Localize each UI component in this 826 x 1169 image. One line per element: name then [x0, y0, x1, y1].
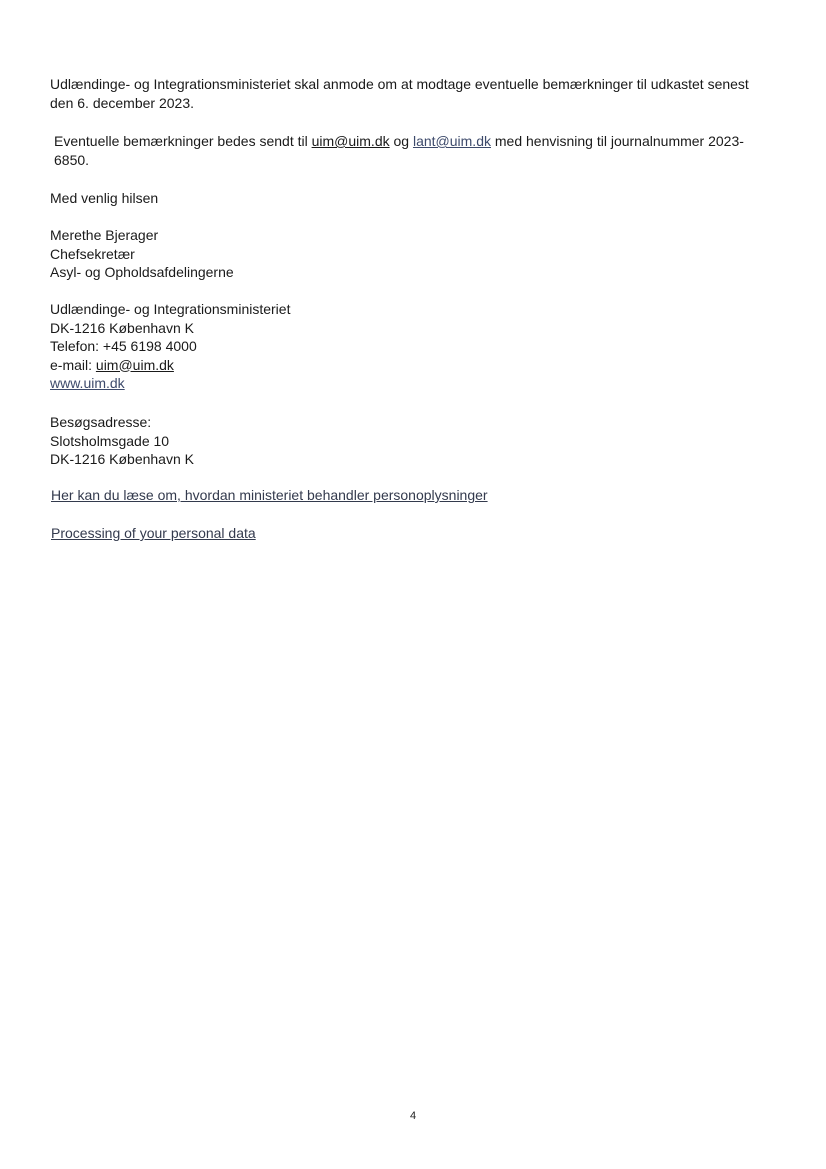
comments-line-1	[54, 132, 774, 151]
contact-email-label: e-mail:	[50, 356, 93, 373]
contact-email-link[interactable]: uim@uim.dk	[95, 356, 174, 373]
comments-suffix: med henvisning til journalnummer 2023-	[494, 133, 744, 149]
signature-name: Merethe Bjerager	[50, 227, 159, 243]
page-number: 4	[409, 1110, 417, 1122]
closing	[50, 189, 770, 208]
intro-paragraph	[50, 75, 770, 112]
visit-city: DK-1216 København K	[50, 451, 194, 467]
visit-street: Slotsholmsgade 10	[50, 432, 170, 449]
signature-department: Asyl- og Opholdsafdelingerne	[50, 264, 234, 280]
contact-phone: Telefon: +45 6198 4000	[50, 338, 197, 354]
visit-address-block	[50, 413, 770, 469]
privacy-link-en[interactable]: Processing of your personal data	[51, 525, 256, 541]
privacy-link-en-row	[51, 524, 771, 543]
email-link-uim[interactable]: uim@uim.dk	[311, 133, 390, 149]
intro-line-2: den 6. december 2023.	[50, 94, 194, 111]
website-link[interactable]: www.uim.dk	[50, 375, 125, 391]
comments-paragraph	[54, 132, 774, 169]
privacy-link-da[interactable]: Her kan du læse om, hvordan ministeriet behandler personoplysninger	[51, 487, 488, 503]
visit-label: Besøgsadresse:	[50, 414, 152, 430]
intro-line-1: Udlændinge- og Integrationsministeriet skal anmode om at modtage eventuelle bemærkninger til udkastet senest	[50, 76, 749, 92]
privacy-link-da-row	[51, 486, 771, 505]
closing-text: Med venlig hilsen	[50, 190, 159, 206]
contact-org: Udlændinge- og Integrationsministeriet	[50, 301, 291, 317]
comments-prefix: Eventuelle bemærkninger bedes sendt til	[54, 133, 308, 149]
contact-block	[50, 300, 770, 393]
contact-address: DK-1216 København K	[50, 319, 194, 336]
signature-block	[50, 226, 770, 282]
contact-email-line	[50, 356, 770, 375]
comments-line-2: 6850.	[54, 151, 90, 168]
contact-website-line	[50, 374, 770, 393]
email-link-lant[interactable]: lant@uim.dk	[412, 133, 491, 149]
comments-og: og	[393, 133, 410, 149]
signature-title: Chefsekretær	[50, 245, 135, 262]
